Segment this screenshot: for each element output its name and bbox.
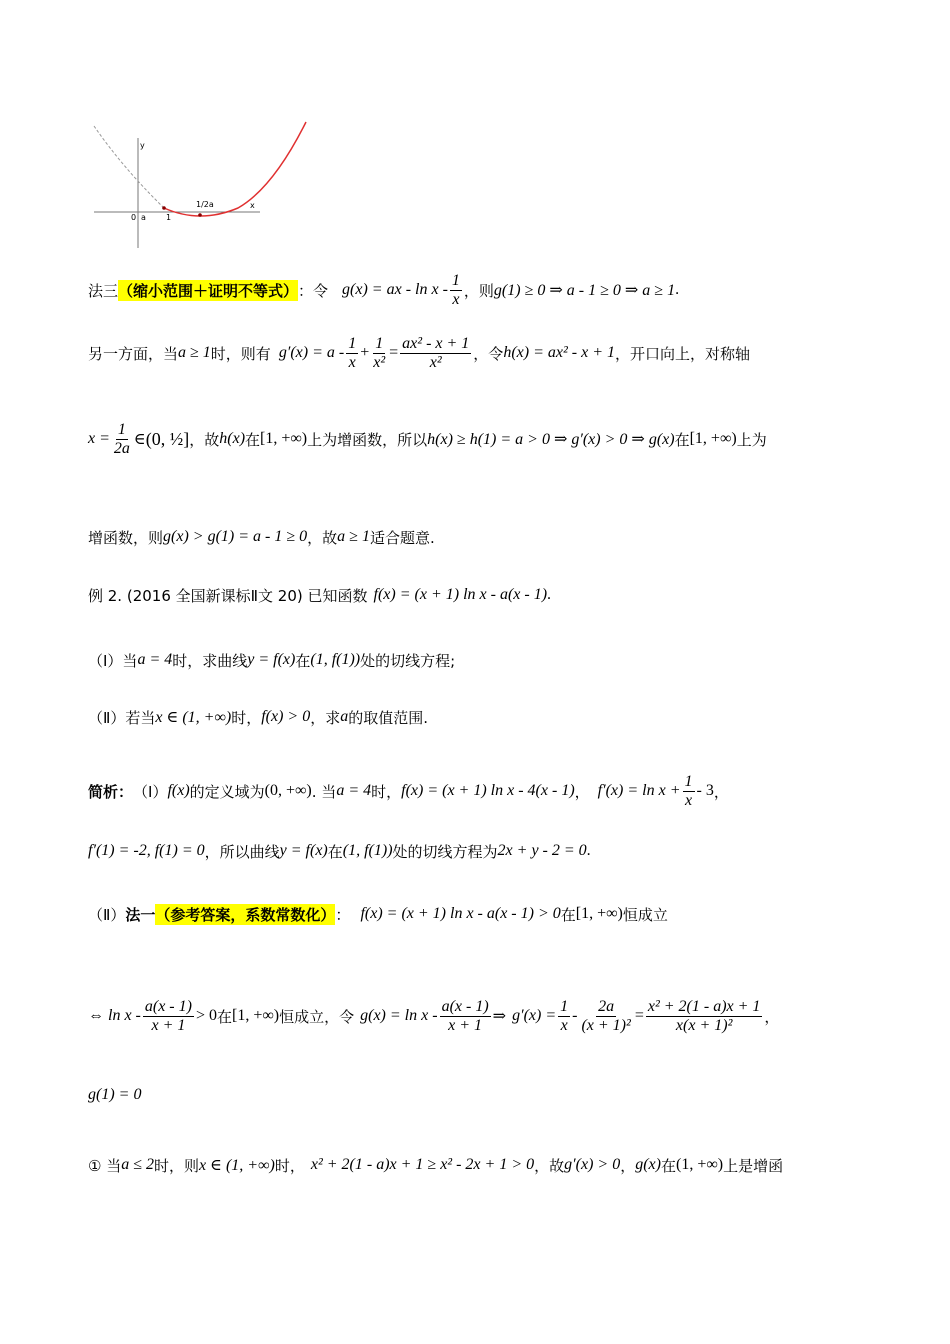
math: a ≥ 1 bbox=[178, 344, 211, 361]
math: a ≤ 2 bbox=[121, 1156, 154, 1173]
text: 上是增函 bbox=[723, 1156, 784, 1175]
text: ，故 bbox=[307, 528, 338, 547]
text: ，所以曲线 bbox=[204, 842, 280, 861]
point-vertex bbox=[198, 213, 202, 217]
method-label: 法一 bbox=[125, 905, 156, 924]
text: 的取值范围. bbox=[348, 708, 429, 727]
line-other-side bbox=[88, 328, 750, 378]
math: [1, +∞) bbox=[575, 905, 623, 922]
fraction: $\frac{1}{\text{x²}}$ bbox=[373, 334, 386, 371]
line-symmetry-axis bbox=[88, 414, 767, 464]
function-graph bbox=[88, 108, 313, 253]
text: 上为增函数，所以 bbox=[307, 430, 428, 449]
method-highlight: （参考答案，系数常数化） bbox=[155, 905, 336, 924]
text: 增函数，则 bbox=[88, 528, 164, 547]
text: 时， bbox=[371, 782, 402, 801]
text: ① 当 bbox=[88, 1156, 122, 1175]
fraction: $\frac{1}{x}$ bbox=[684, 772, 693, 809]
math: g′(x) > 0 bbox=[564, 1156, 621, 1173]
part-2-method-1 bbox=[88, 898, 668, 930]
text: ： bbox=[335, 905, 351, 924]
math: x = bbox=[88, 430, 110, 447]
text: （Ⅰ）当 bbox=[88, 651, 138, 670]
one-label: 1 bbox=[166, 213, 172, 222]
math: x ∈ (1, +∞) bbox=[199, 1157, 275, 1174]
text: 在 bbox=[560, 905, 576, 924]
text: 在 bbox=[245, 430, 261, 449]
red-curve bbox=[164, 122, 306, 216]
text: （Ⅱ）若当 bbox=[88, 708, 156, 727]
text: （Ⅱ） bbox=[88, 905, 126, 924]
text: 恒成立 bbox=[622, 905, 668, 924]
math: a bbox=[340, 708, 349, 725]
math: h(x) = ax² - x + 1 bbox=[503, 344, 615, 361]
g-fraction: $\frac{1}{x}$ bbox=[451, 271, 460, 308]
text: 在 bbox=[327, 842, 343, 861]
text: 在 bbox=[674, 430, 690, 449]
text: ， bbox=[574, 782, 590, 801]
math: = bbox=[389, 344, 399, 361]
math: [1, +∞) bbox=[260, 430, 308, 447]
math: y = f(x) bbox=[279, 842, 328, 859]
text: 时，求曲线 bbox=[172, 651, 248, 670]
y-axis-label: y bbox=[140, 141, 145, 150]
math: [1, +∞) bbox=[689, 430, 737, 447]
fraction: $\frac{1}{x}$ bbox=[348, 334, 357, 371]
text: ， bbox=[620, 1156, 636, 1175]
math: (1, +∞) bbox=[676, 1156, 724, 1173]
text: 在 bbox=[660, 1156, 676, 1175]
text: 在 bbox=[295, 651, 311, 670]
math: g(x) = ln x - bbox=[360, 1007, 438, 1024]
text: . 当 bbox=[311, 782, 337, 801]
math: f(x) = (x + 1) ln x - a(x - 1) > 0 bbox=[360, 905, 561, 922]
math: a = 4 bbox=[336, 782, 372, 799]
fraction: $\frac{\text{x² + 2(1 - a)x + 1}}{\text{x(x + 1)²}}$ bbox=[647, 997, 761, 1034]
math: h(x) bbox=[219, 430, 246, 447]
question-2 bbox=[88, 702, 428, 732]
math: g′(x) = bbox=[512, 1007, 557, 1024]
math: (0, +∞) bbox=[264, 782, 312, 799]
math: - 3 bbox=[696, 782, 714, 799]
method3-highlight: （缩小范围＋证明不等式） bbox=[118, 281, 299, 300]
text: 时， bbox=[231, 708, 262, 727]
method3-colon: ：令 bbox=[298, 281, 329, 300]
math: g(x) > g(1) = a - 1 ≥ 0 bbox=[163, 528, 308, 545]
vertex-label: 1/2a bbox=[196, 200, 214, 209]
math: 2x + y - 2 = 0 bbox=[497, 842, 587, 859]
analysis-label: 简析： bbox=[88, 782, 134, 801]
equivalence-line bbox=[88, 990, 779, 1042]
text: 另一方面，当 bbox=[88, 344, 179, 363]
math: f′(1) = -2, f(1) = 0 bbox=[88, 842, 205, 859]
text: ， bbox=[713, 782, 729, 801]
text: 的定义域为 bbox=[189, 782, 265, 801]
math: [1, +∞) bbox=[232, 1007, 280, 1024]
math: f(x) = (x + 1) ln x - 4(x - 1) bbox=[401, 782, 575, 799]
math: f′(x) = ln x + bbox=[597, 782, 681, 799]
math: g(x) bbox=[635, 1156, 661, 1173]
math: x ∈ (1, +∞) bbox=[155, 709, 232, 726]
text: ，故 bbox=[534, 1156, 565, 1175]
analysis-line bbox=[88, 768, 729, 814]
math: . bbox=[547, 586, 552, 603]
math: f(x) > 0 bbox=[261, 708, 311, 725]
case-1 bbox=[88, 1150, 783, 1180]
text: 恒成立，令 bbox=[279, 1007, 355, 1026]
math: + bbox=[360, 344, 370, 361]
dashed-curve bbox=[94, 126, 164, 208]
x-axis-label: x bbox=[250, 201, 255, 210]
math: (1, f(1)) bbox=[310, 651, 361, 668]
method3-then: ，则 bbox=[463, 281, 494, 300]
math: ⇒ bbox=[492, 1008, 507, 1025]
math: x² + 2(1 - a)x + 1 ≥ x² - 2x + 1 > 0 bbox=[310, 1156, 535, 1173]
math: a = 4 bbox=[137, 651, 173, 668]
text: ，开口向上，对称轴 bbox=[615, 344, 751, 363]
fraction: $\frac{\text{ax² - x + 1}}{\text{x²}}$ bbox=[402, 334, 470, 371]
method3-line bbox=[88, 270, 679, 310]
text: ，令 bbox=[473, 344, 504, 363]
math: - bbox=[572, 1007, 578, 1024]
question-1 bbox=[88, 645, 455, 675]
fraction: $\frac{a(x - 1)}{x + 1}$ bbox=[144, 997, 192, 1034]
tangent-line bbox=[88, 836, 591, 866]
example-2 bbox=[88, 580, 551, 610]
math: g′(x) = a - bbox=[278, 344, 345, 361]
math: a ≥ 1 bbox=[337, 528, 370, 545]
fraction: $\frac{1}{x}$ bbox=[560, 997, 569, 1034]
method3-condition: g(1) ≥ 0 ⇒ a - 1 ≥ 0 ⇒ a ≥ 1 bbox=[493, 282, 676, 299]
method3-prefix: 法三 bbox=[88, 281, 119, 300]
math: > 0 bbox=[195, 1007, 217, 1024]
text: 在 bbox=[217, 1007, 233, 1026]
text: 时，则有 bbox=[210, 344, 271, 363]
point-one bbox=[162, 206, 166, 210]
math: (1, f(1)) bbox=[342, 842, 393, 859]
text: 上为 bbox=[736, 430, 767, 449]
method3-end: . bbox=[675, 281, 680, 298]
math: ⇔ ln x - bbox=[88, 1007, 141, 1024]
math: h(x) ≥ h(1) = a > 0 ⇒ g′(x) > 0 ⇒ g(x) bbox=[427, 431, 675, 448]
text: 时，则 bbox=[154, 1156, 200, 1175]
text: 时， bbox=[274, 1156, 305, 1175]
math: y = f(x) bbox=[247, 651, 296, 668]
origin-label: 0 bbox=[131, 213, 137, 222]
line-increasing bbox=[88, 522, 435, 552]
text: 例 2. (2016 全国新课标Ⅱ文 20) 已知函数 bbox=[88, 586, 368, 605]
a-label: a bbox=[141, 213, 146, 222]
text: 适合题意. bbox=[369, 528, 435, 547]
text: （Ⅰ） bbox=[133, 782, 168, 801]
g-one-zero: g(1) = 0 bbox=[88, 1086, 142, 1103]
math: f(x) bbox=[167, 782, 190, 799]
math: = bbox=[634, 1007, 644, 1024]
math: . bbox=[586, 842, 591, 859]
math: f(x) = (x + 1) ln x - a(x - 1) bbox=[373, 586, 548, 603]
g-definition: g(x) = ax - ln x - bbox=[342, 281, 448, 298]
fraction: $\frac{a(x - 1)}{x + 1}$ bbox=[441, 997, 489, 1034]
text: ， bbox=[764, 1007, 780, 1026]
text: 处的切线方程为 bbox=[392, 842, 498, 861]
text: ，故 bbox=[189, 430, 220, 449]
fraction: $\frac{2a}{\text{(x + 1)²}}$ bbox=[581, 997, 631, 1034]
fraction: $\frac{1}{2a}$ bbox=[113, 420, 130, 457]
math: (0, ½] bbox=[145, 428, 190, 449]
text: ，求 bbox=[310, 708, 341, 727]
text: 处的切线方程; bbox=[360, 651, 456, 670]
math: ∈ bbox=[133, 431, 146, 448]
